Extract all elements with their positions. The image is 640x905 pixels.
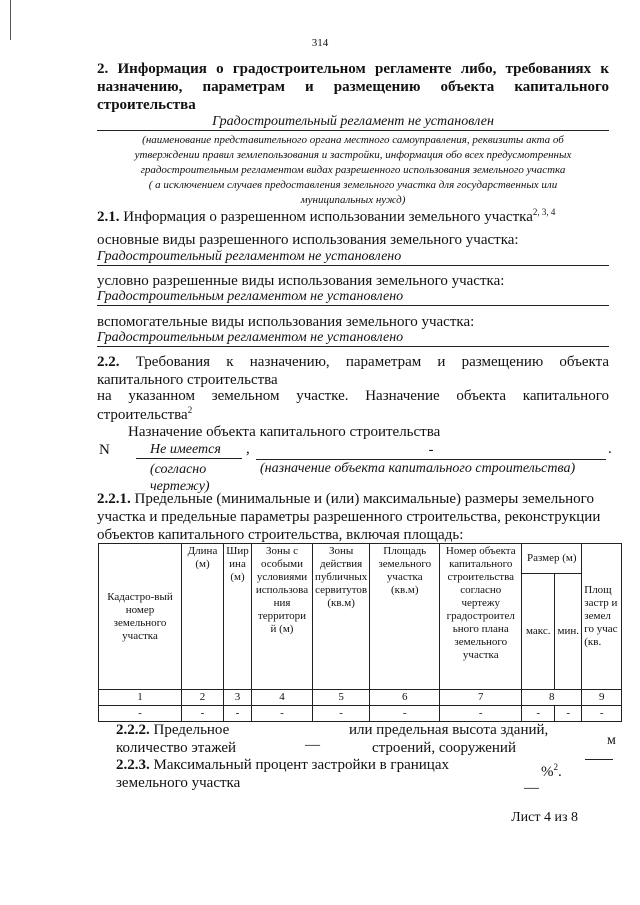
caption-left-line1: (согласно xyxy=(150,462,207,477)
header-object-number: Номер объекта капитального строительства согласно чертежу градостроител ьного плана земельного участка xyxy=(440,544,522,690)
section2-note-line4: ( а исключением случаев предоставления земельного участка для государственных или xyxy=(148,179,558,191)
section221-line2: участка и предельные параметры разрешенного строительства, реконструкции xyxy=(97,509,601,525)
section2-note-line3: градостроительным регламентом видах разрешенного использования земельного участка xyxy=(140,164,566,176)
table-cell: - xyxy=(522,706,555,722)
percent-dot: . xyxy=(558,764,562,780)
percent-value xyxy=(541,762,562,781)
page-number: 314 xyxy=(311,37,329,49)
section22-line4-text: строительства xyxy=(97,407,188,423)
auxiliary-uses-value: Градостроительным регламентом не установлено xyxy=(97,330,609,347)
header-width: Шир ина (м) xyxy=(224,544,252,690)
table-cell: - xyxy=(582,706,622,722)
page-edge-line xyxy=(10,0,11,40)
header-build-area: Площ застр и земел го учас (кв. xyxy=(582,544,622,690)
section2-title-line3: строительства xyxy=(97,97,196,113)
percent-footnote: 2 xyxy=(553,762,558,772)
table-cell: - xyxy=(182,706,224,722)
section21-footnotes: 2, 3, 4 xyxy=(532,207,556,217)
section21-number: 2.1. xyxy=(97,209,120,225)
section223-number: 2.2.3. xyxy=(116,757,150,773)
section2-title-line2: назначению, параметрам и размещению объекта капитального xyxy=(97,79,609,95)
section22-line4 xyxy=(97,405,192,424)
section222-label1 xyxy=(116,722,229,739)
header-size-max: макс. xyxy=(522,574,555,690)
section2-title xyxy=(97,61,609,114)
caption-right: (назначение объекта капитального строительства) xyxy=(260,461,576,476)
section221-number: 2.2.1. xyxy=(97,491,131,507)
percent-sign: % xyxy=(541,764,554,780)
object-number-value: Не имеется xyxy=(136,442,242,459)
col-number: 8 xyxy=(522,690,582,706)
col-number: 4 xyxy=(252,690,313,706)
period: . xyxy=(608,441,612,457)
floors-value: — xyxy=(305,737,320,753)
section222-structures: строений, сооружений xyxy=(372,740,516,756)
header-zones-easement: Зоны действия публичных сервитутов (кв.м) xyxy=(313,544,370,690)
conditional-uses-label: условно разрешенные виды использования земельного участка: xyxy=(97,273,505,289)
comma: , xyxy=(246,441,250,457)
section222-label1-text: Предельное xyxy=(153,722,230,738)
table-cell: - xyxy=(224,706,252,722)
section223-line2: земельного участка xyxy=(116,775,241,791)
purpose-label: Назначение объекта капитального строительства xyxy=(128,424,441,440)
sheet-footer: Лист 4 из 8 xyxy=(511,810,578,825)
header-size: Размер (м) xyxy=(522,544,582,574)
table-cell: - xyxy=(252,706,313,722)
header-zones-special: Зоны с особыми условиями использова ния территори й (м) xyxy=(252,544,313,690)
col-number: 5 xyxy=(313,690,370,706)
section22-line1-row xyxy=(97,354,609,371)
header-cadastral: Кадастро-вый номер земельного участка xyxy=(99,544,182,690)
section222-height-text: или предельная высота зданий, xyxy=(349,722,549,738)
section221-text xyxy=(97,490,600,544)
section222-label2: количество этажей xyxy=(116,740,237,756)
header-size-min: мин. xyxy=(555,574,582,690)
col-number: 1 xyxy=(99,690,182,706)
height-value-line xyxy=(585,759,613,760)
main-uses-label: основные виды разрешенного использования земельного участка: xyxy=(97,232,519,248)
object-purpose-value: - xyxy=(256,442,606,460)
parameters-table xyxy=(98,543,622,722)
section223-line1 xyxy=(116,757,449,774)
auxiliary-uses-label: вспомогательные виды использования земельного участка: xyxy=(97,314,475,330)
section222-number: 2.2.2. xyxy=(116,722,150,738)
conditional-uses-value: Градостроительным регламентом не установлено xyxy=(97,289,609,306)
section22-number: 2.2. xyxy=(97,354,120,370)
section223-line1-text: Максимальный процент застройки в границах xyxy=(153,757,449,773)
height-unit: м xyxy=(607,733,616,748)
col-number: 6 xyxy=(370,690,440,706)
section22-line1-text: Требования к назначению, параметрам и размещению объекта xyxy=(135,354,609,370)
section22-line1 xyxy=(97,354,609,371)
section2-note-line5: муниципальных нужд) xyxy=(300,194,406,206)
col-number: 2 xyxy=(182,690,224,706)
table-cell: - xyxy=(440,706,522,722)
table-cell: - xyxy=(555,706,582,722)
section221-line3: объектов капитального строительства, включая площадь: xyxy=(97,527,464,543)
section22-line4-footnote: 2 xyxy=(187,405,193,415)
header-length: Длина (м) xyxy=(182,544,224,690)
col-number: 9 xyxy=(582,690,622,706)
section221-line1: Предельные (минимальные и (или) максимальные) размеры земельного xyxy=(134,491,594,507)
regulation-status: Градостроительный регламент не установлен xyxy=(97,114,609,131)
section2-note-line1: (наименование представительного органа местного самоуправления, реквизиты акта об xyxy=(142,134,564,146)
section221-line1-row xyxy=(97,490,600,508)
section21-heading xyxy=(97,207,555,226)
section2-note xyxy=(92,133,614,208)
section22-line3-text: на указанном земельном участке. Назначение объекта капитального xyxy=(97,388,609,404)
col-number: 3 xyxy=(224,690,252,706)
table-cell: - xyxy=(313,706,370,722)
table-cell: - xyxy=(99,706,182,722)
main-uses-value: Градостроительный регламентом не установлено xyxy=(97,249,609,266)
section2-note-line2: утверждении правил землепользования и застройки, информация обо всех предусмотренных xyxy=(134,149,572,161)
percent-blank: — xyxy=(524,780,539,796)
n-label: N xyxy=(99,442,110,458)
section21-heading-text: Информация о разрешенном использовании земельного участка xyxy=(123,209,533,225)
caption-left-line2: чертежу) xyxy=(150,479,210,494)
section22-line2: капитального строительства xyxy=(97,372,278,388)
table-cell: - xyxy=(370,706,440,722)
col-number: 7 xyxy=(440,690,522,706)
section22-line3 xyxy=(97,388,609,405)
header-area: Площадь земельного участка (кв.м) xyxy=(370,544,440,690)
section2-title-line1: 2. Информация о градостроительном регламенте либо, требованиях к xyxy=(97,61,609,77)
